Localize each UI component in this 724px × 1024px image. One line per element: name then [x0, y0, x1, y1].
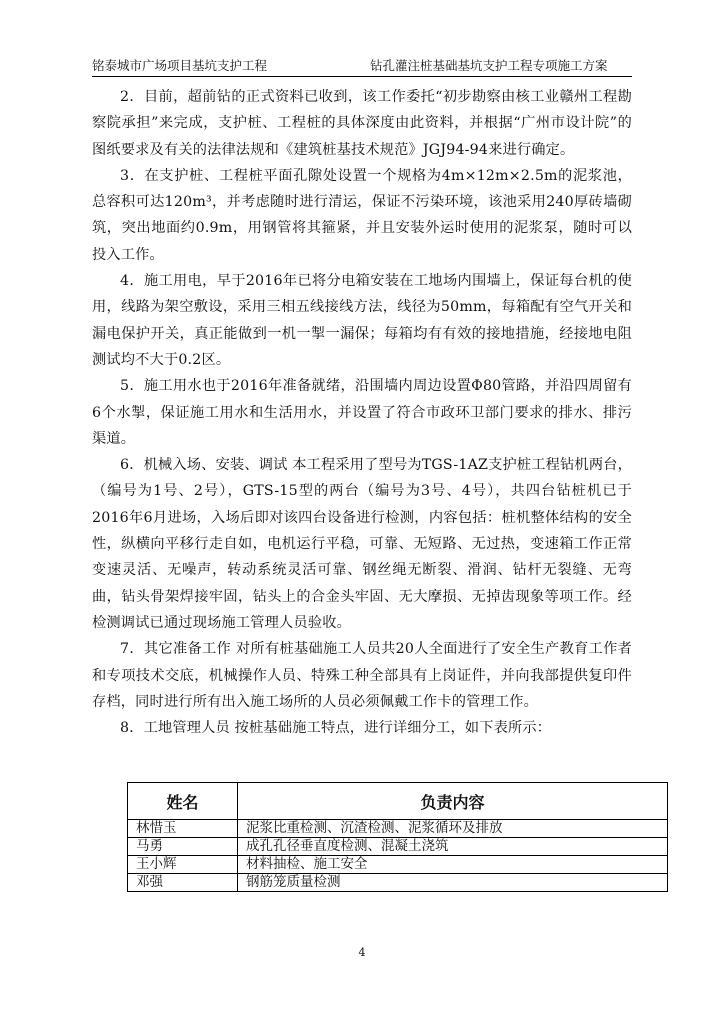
cell-responsibility: 泥浆比重检测、沉渣检测、泥浆循环及排放 — [238, 820, 668, 838]
paragraph-8: 8．工地管理人员 按桩基础施工特点，进行详细分工，如下表所示： — [120, 720, 552, 737]
cell-responsibility: 成孔孔径垂直度检测、混凝土浇筑 — [238, 838, 668, 856]
paragraph-7: 7．其它准备工作 对所有桩基础施工人员共20人全面进行了安全生产教育工作者和专项技术交底，机械操作人员、特殊工种全部具有上岗证件，并向我部提供复印件存档，同时进行所有出入施工场所的人员必须佩戴工作卡的管理工作。 — [92, 641, 632, 710]
staff-assignment-table — [127, 782, 668, 892]
cell-name: 林惜玉 — [128, 820, 238, 838]
paragraph-6: 6．机械入场、安装、调试 本工程采用了型号为TGS-1AZ支护桩工程钻机两台，（编号为1号、2号），GTS-15型的两台（编号为3号、4号），共四台钻桩机已于2016年6月进场，入场后即对该四台设备进行检测，内容包括：桩机整体结构的安全性，纵横向平移行走自如，电机运行平稳，可靠、无短路、无过热，变速箱工作正常变速灵活、无噪声，转动系统灵活可靠、钢丝绳无断裂、滑润、钻杆无裂缝、无弯曲，钻头骨架焊接牢固，钻头上的合金头牢固、无大摩损、无掉齿现象等项工作。经检测调试已通过现场施工管理人员验收。 — [92, 457, 632, 631]
table-row — [128, 856, 668, 874]
header-name: 姓名 — [128, 783, 238, 820]
header-project-name: 铭泰城市广场项目基坑支护工程 — [92, 58, 268, 73]
cell-name: 马勇 — [128, 838, 238, 856]
cell-name: 王小辉 — [128, 856, 238, 874]
paragraph-3: 3．在支护桩、工程桩平面孔隙处设置一个规格为4m×12m×2.5m的泥浆池，总容积可达120m³，并考虑随时进行清运，保证不污染环境，该池采用240厚砖墙砌筑，突出地面约0.9m，用钢管将其箍紧，并且安装外运时使用的泥浆泵，随时可以投入工作。 — [92, 167, 632, 263]
cell-responsibility: 材料抽检、施工安全 — [238, 856, 668, 874]
paragraph-4: 4．施工用电，早于2016年已将分电箱安装在工地场内围墙上，保证每台机的使用，线路为架空敷设，采用三相五线接线方法，线径为50mm，每箱配有空气开关和漏电保护开关，真正能做到一机一掣一漏保；每箱均有有效的接地措施，经接地电阻测试均不大于0.2区。 — [92, 273, 632, 368]
page-number: 4 — [358, 946, 366, 959]
page-header — [92, 50, 632, 77]
cell-responsibility: 钢筋笼质量检测 — [238, 874, 668, 892]
table-row — [128, 820, 668, 838]
paragraph-2: 2．目前，超前钻的正式资料已收到，该工作委托“初步勘察由核工业赣州工程勘察院承担”来完成，支护桩、工程桩的具体深度由此资料，并根据“广州市设计院”的图纸要求及有关的法律法规和《建筑桩基技术规范》JGJ94-94来进行确定。 — [92, 89, 632, 158]
cell-name: 邓强 — [128, 874, 238, 892]
table-header-row — [128, 783, 668, 820]
table-row — [128, 874, 668, 892]
body-text — [92, 84, 632, 741]
header-responsibility: 负责内容 — [238, 783, 668, 820]
table-row — [128, 838, 668, 856]
header-document-title: 钻孔灌注桩基础基坑支护工程专项施工方案 — [370, 58, 608, 73]
paragraph-5: 5．施工用水也于2016年准备就绪，沿围墙内周边设置Φ80管路，并沿四周留有6个水掣，保证施工用水和生活用水，并设置了符合市政环卫部门要求的排水、排污渠道。 — [92, 378, 632, 447]
